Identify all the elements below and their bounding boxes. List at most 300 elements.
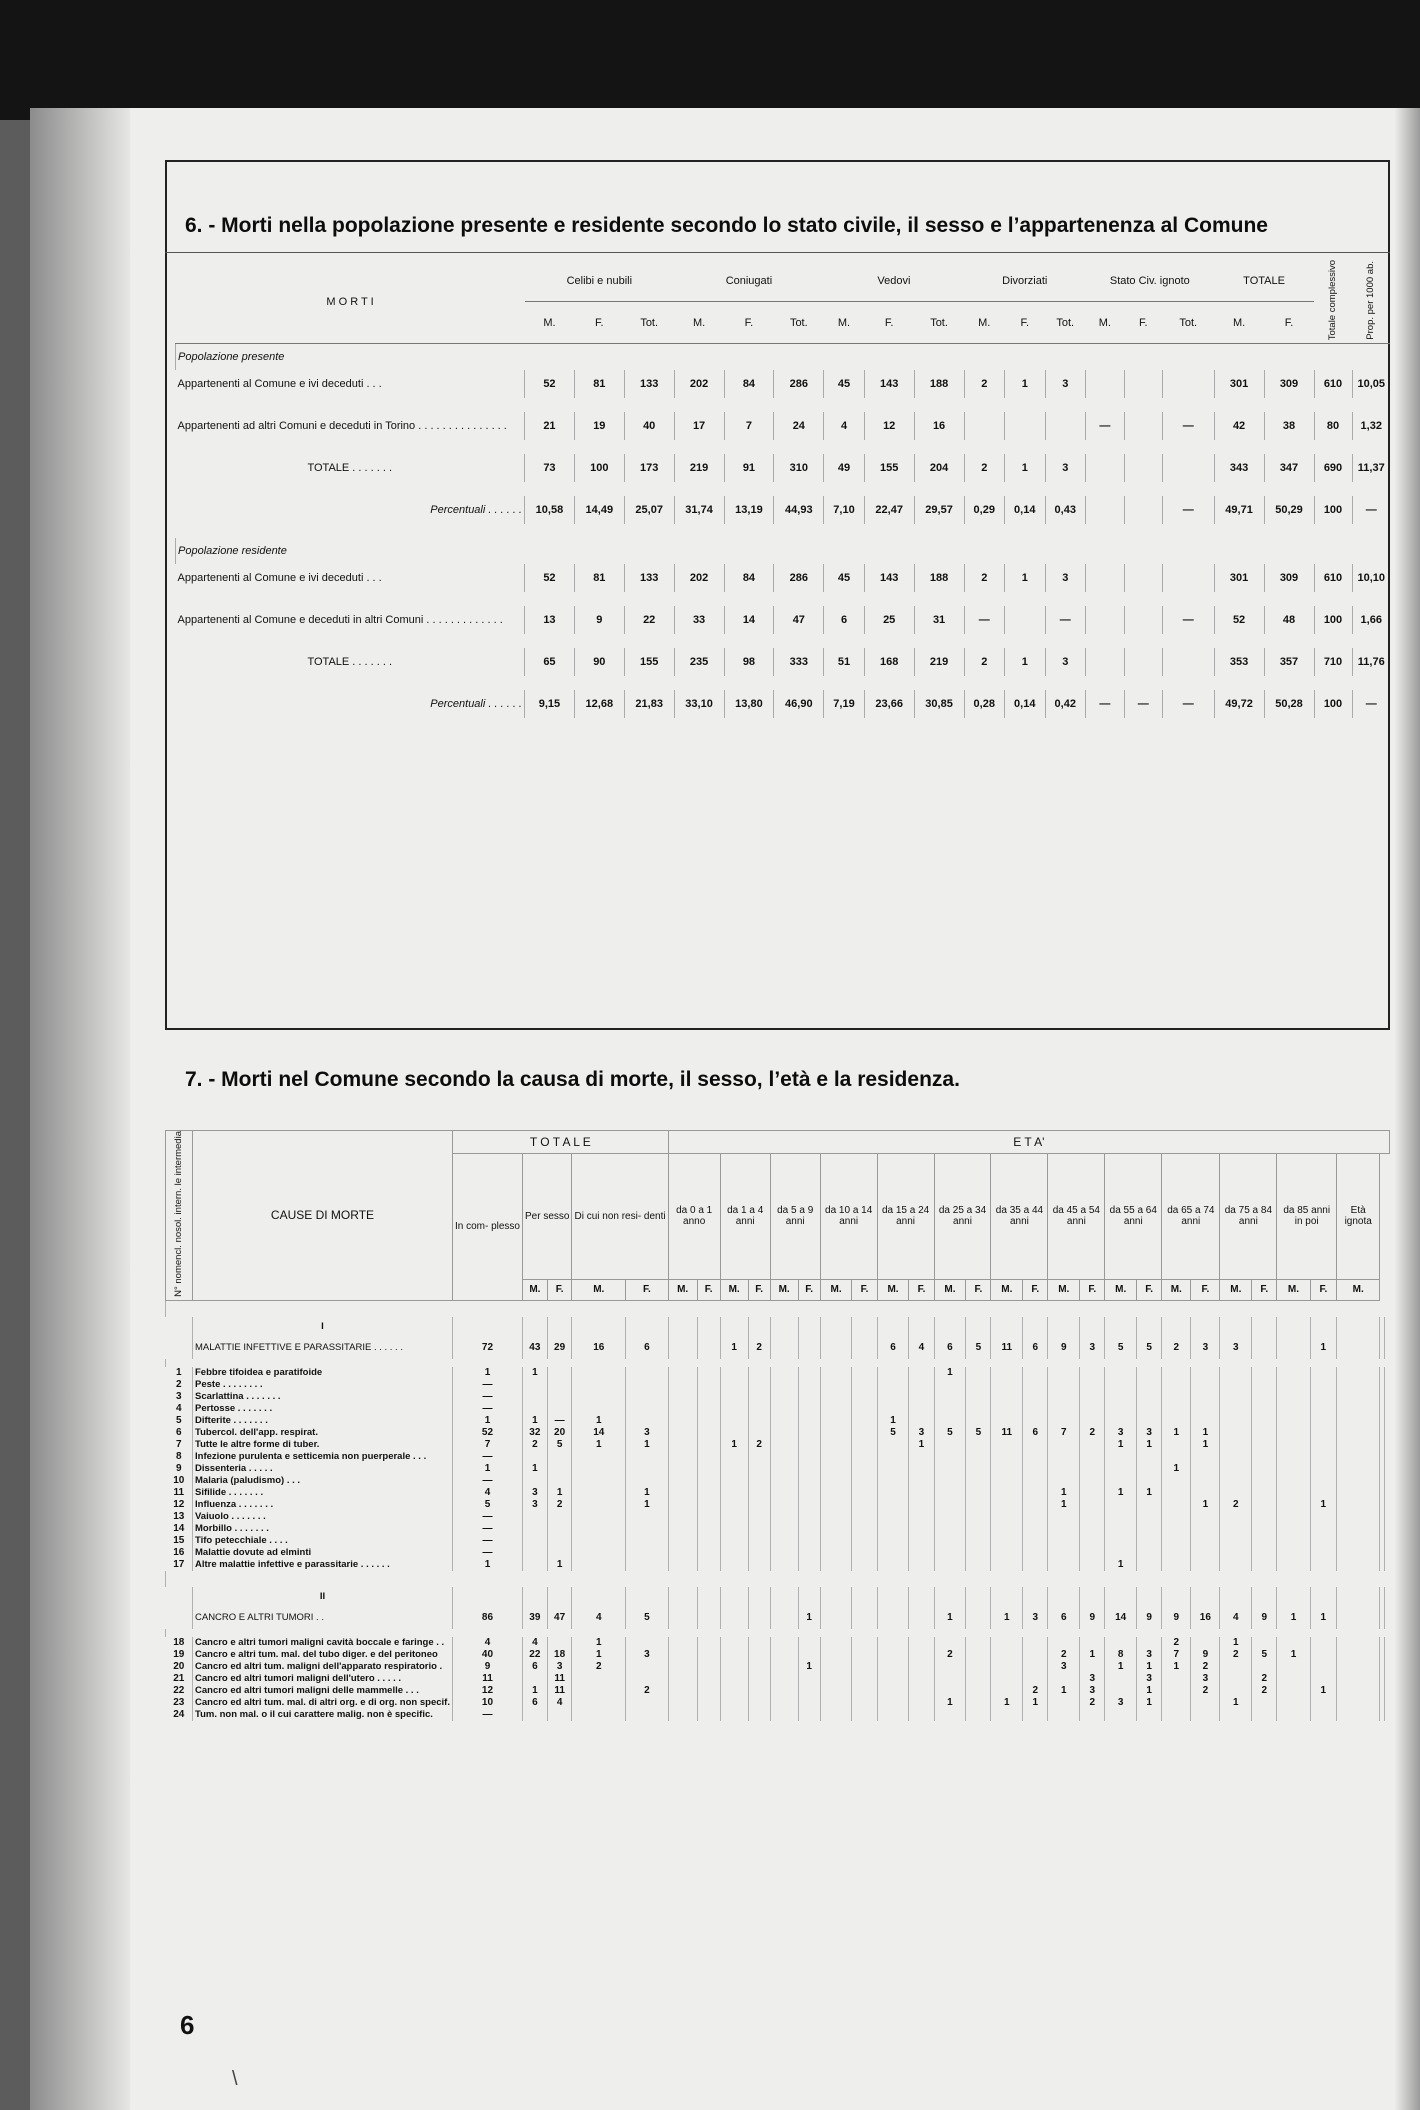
table-cell	[1137, 1475, 1162, 1487]
table-cell	[1124, 496, 1162, 524]
table-cell: 98	[724, 648, 774, 676]
table-cell	[798, 1415, 820, 1427]
table-cell	[1162, 1487, 1191, 1499]
group-total-row	[166, 1337, 1390, 1359]
table-cell: 1	[626, 1439, 669, 1451]
subhead-cell: F.	[1264, 302, 1314, 344]
col-non-residenti: Di cui non resi- denti	[572, 1154, 668, 1280]
table-cell	[1124, 564, 1162, 592]
row-label: Appartenenti al Comune e ivi deceduti . . .	[177, 378, 382, 391]
table-cell: 1	[626, 1487, 669, 1499]
table-cell	[1220, 1487, 1252, 1499]
table-cell: 690	[1314, 454, 1352, 482]
table-cell	[991, 1709, 1023, 1721]
table-cell	[1048, 1367, 1080, 1379]
table-cell	[1048, 1709, 1080, 1721]
table-cell	[668, 1367, 697, 1379]
table-cell	[572, 1379, 626, 1391]
table-cell	[1023, 1487, 1048, 1499]
table-cell	[697, 1547, 720, 1559]
table-cell	[852, 1463, 877, 1475]
empty-cell	[1023, 1317, 1048, 1337]
table-cell: 1	[1137, 1685, 1162, 1697]
table-cell: 73	[525, 454, 575, 482]
table-cell: 46,90	[774, 690, 824, 718]
table-cell: 40	[452, 1649, 522, 1661]
table-cell	[1124, 370, 1162, 398]
empty-cell	[1105, 1587, 1137, 1607]
table-cell	[1220, 1451, 1252, 1463]
table-cell	[770, 1559, 798, 1571]
table-row	[166, 1391, 1390, 1403]
cause-number: 19	[173, 1649, 185, 1661]
table-cell: 0,28	[964, 690, 1005, 718]
table-cell	[1220, 1685, 1252, 1697]
table-cell	[991, 1637, 1023, 1649]
table-cell	[1337, 1367, 1380, 1379]
table-cell	[697, 1661, 720, 1673]
table-cell	[1080, 1547, 1105, 1559]
table-cell	[1137, 1499, 1162, 1511]
table-cell	[547, 1709, 572, 1721]
table-cell	[1191, 1403, 1220, 1415]
table-cell	[909, 1379, 934, 1391]
empty-cell	[697, 1317, 720, 1337]
table-cell	[748, 1391, 770, 1403]
table-cell	[877, 1607, 909, 1629]
table-row	[166, 1559, 1390, 1571]
table-cell: 1	[452, 1559, 522, 1571]
table-cell	[697, 1697, 720, 1709]
table-row	[166, 1649, 1390, 1661]
table-cell	[1137, 1451, 1162, 1463]
page-gutter-shadow	[30, 108, 130, 2110]
table-cell	[1048, 1559, 1080, 1571]
table-cell: 4	[572, 1607, 626, 1629]
table-cell	[668, 1709, 697, 1721]
table-cell	[1277, 1403, 1310, 1415]
table-row	[166, 1475, 1390, 1487]
table-cell	[877, 1661, 909, 1673]
table-cell	[748, 1547, 770, 1559]
table-cell: 1	[452, 1463, 522, 1475]
gap-cell	[176, 634, 1391, 648]
table-cell	[909, 1709, 934, 1721]
table-cell	[1048, 1697, 1080, 1709]
table-cell	[1105, 1499, 1137, 1511]
table-cell	[966, 1487, 991, 1499]
table-cell	[1252, 1451, 1277, 1463]
table-cell: 52	[1214, 606, 1264, 634]
table-cell: —	[452, 1523, 522, 1535]
empty-cell	[966, 1587, 991, 1607]
table-cell	[770, 1535, 798, 1547]
table-cell: 9	[1048, 1337, 1080, 1359]
subhead-cell: F.	[724, 302, 774, 344]
table-cell	[770, 1439, 798, 1451]
table-cell	[626, 1547, 669, 1559]
table-cell: 9	[1137, 1607, 1162, 1629]
table-cell	[720, 1427, 748, 1439]
age-group-header: da 0 a 1 anno	[668, 1154, 720, 1280]
table-cell	[1385, 1451, 1390, 1463]
table-cell: 25,07	[624, 496, 674, 524]
table-cell	[966, 1685, 991, 1697]
table-cell	[934, 1685, 966, 1697]
table-cell: 2	[1162, 1637, 1191, 1649]
table6-title: 6. - Morti nella popolazione presente e residente secondo lo stato civile, il sesso e l’appartenenza al Comune	[185, 214, 1268, 237]
table-cell: 1	[1105, 1559, 1137, 1571]
table-cell	[748, 1415, 770, 1427]
table-cell	[697, 1451, 720, 1463]
subhead-cell: F.	[1005, 302, 1046, 344]
table-cell: 14,49	[574, 496, 624, 524]
table-cell	[547, 1523, 572, 1535]
table-cell	[770, 1379, 798, 1391]
table-cell: 1	[1105, 1439, 1137, 1451]
table-cell	[572, 1535, 626, 1547]
group-title: CANCRO E ALTRI TUMORI . .	[193, 1607, 453, 1629]
row-gap	[176, 634, 1391, 648]
table-cell	[697, 1559, 720, 1571]
row-label: Appartenenti al Comune e ivi deceduti . . .	[177, 572, 382, 585]
table-cell	[1220, 1559, 1252, 1571]
col-morti: M O R T I	[176, 260, 525, 344]
frame-top-rule	[165, 160, 1390, 162]
table-cell	[1080, 1391, 1105, 1403]
table-cell	[1048, 1523, 1080, 1535]
table-cell	[1220, 1661, 1252, 1673]
table-cell	[798, 1511, 820, 1523]
table-cell	[523, 1379, 548, 1391]
table-cell	[626, 1391, 669, 1403]
table-cell	[1080, 1487, 1105, 1499]
subhead-cell: M.	[1214, 302, 1264, 344]
table-cell	[1162, 564, 1214, 592]
table-cell: 0,42	[1045, 690, 1086, 718]
cause-number: 4	[175, 1403, 182, 1415]
table-cell	[697, 1709, 720, 1721]
empty-cell	[547, 1317, 572, 1337]
table-cell	[1310, 1379, 1336, 1391]
table-cell: 1	[934, 1367, 966, 1379]
section-heading-row	[176, 538, 1391, 564]
table-cell	[1252, 1403, 1277, 1415]
section-gap	[176, 524, 1391, 538]
table-cell: 2	[964, 454, 1005, 482]
table-cell: —	[452, 1403, 522, 1415]
table-cell: 45	[824, 370, 865, 398]
empty-cell	[452, 1587, 522, 1607]
table-cell	[668, 1499, 697, 1511]
table-cell: 353	[1214, 648, 1264, 676]
table-cell: 1	[1162, 1427, 1191, 1439]
table-cell	[720, 1535, 748, 1547]
table-cell	[668, 1415, 697, 1427]
table-cell	[909, 1511, 934, 1523]
table-cell: —	[452, 1709, 522, 1721]
table-cell	[991, 1559, 1023, 1571]
table-cell	[964, 412, 1005, 440]
table-cell	[1337, 1415, 1380, 1427]
table-cell	[668, 1427, 697, 1439]
table-cell	[1220, 1535, 1252, 1547]
table-cell: 5	[1137, 1337, 1162, 1359]
table-cell	[966, 1511, 991, 1523]
table-cell: 9	[1191, 1649, 1220, 1661]
table-cell	[1023, 1475, 1048, 1487]
col-prop-label: Prop. per 1000 ab.	[1365, 260, 1376, 340]
table-cell	[934, 1709, 966, 1721]
table-cell: 309	[1264, 564, 1314, 592]
table-cell: 52	[525, 370, 575, 398]
table-cell: 7,19	[824, 690, 865, 718]
empty-cell	[1137, 1587, 1162, 1607]
table-cell	[1277, 1685, 1310, 1697]
table-cell	[1220, 1415, 1252, 1427]
table-cell	[626, 1709, 669, 1721]
table-cell	[1023, 1709, 1048, 1721]
table-cell	[1162, 1403, 1191, 1415]
table-cell: 4	[523, 1637, 548, 1649]
table-cell	[909, 1523, 934, 1535]
cause-number: 12	[173, 1499, 185, 1511]
table-cell: 1	[523, 1367, 548, 1379]
table-cell	[1337, 1463, 1380, 1475]
empty-cell	[668, 1317, 697, 1337]
empty-cell	[1337, 1317, 1380, 1337]
table-cell: 3	[1105, 1427, 1137, 1439]
table-cell	[1080, 1379, 1105, 1391]
table-cell	[1385, 1403, 1390, 1415]
roman-num-cell	[166, 1587, 193, 1607]
table-cell: 1	[1105, 1487, 1137, 1499]
table-cell: 6	[1048, 1607, 1080, 1629]
table-cell: 12	[452, 1685, 522, 1697]
table-cell: 16	[1191, 1607, 1220, 1629]
table-cell	[668, 1673, 697, 1685]
spacer-cell	[166, 1359, 1390, 1367]
table-row	[176, 496, 1391, 524]
table-cell: 3	[909, 1427, 934, 1439]
table-cell: 202	[674, 564, 724, 592]
table-cell	[798, 1709, 820, 1721]
table-cell	[748, 1523, 770, 1535]
table-cell: 1	[1005, 564, 1046, 592]
table-cell	[523, 1475, 548, 1487]
table-cell: 21,83	[624, 690, 674, 718]
table-cell	[1191, 1547, 1220, 1559]
table-cell: 5	[966, 1427, 991, 1439]
table-cell	[966, 1697, 991, 1709]
table-cell: 6	[824, 606, 865, 634]
table-cell	[1048, 1511, 1080, 1523]
table-cell: 310	[774, 454, 824, 482]
group-roman-row	[166, 1587, 1390, 1607]
table-cell: 3	[523, 1487, 548, 1499]
empty-cell	[909, 1317, 934, 1337]
table-cell	[1048, 1463, 1080, 1475]
table-cell	[1191, 1697, 1220, 1709]
table-cell	[820, 1439, 852, 1451]
table-cell: 1	[1162, 1463, 1191, 1475]
table-cell	[1023, 1637, 1048, 1649]
table-cell	[1277, 1499, 1310, 1511]
table-cell	[697, 1415, 720, 1427]
table-cell	[572, 1523, 626, 1535]
table-cell: 2	[572, 1661, 626, 1673]
table-cell	[697, 1535, 720, 1547]
table-cell	[1191, 1379, 1220, 1391]
cause-label: Dissenteria . . . . .	[193, 1463, 453, 1475]
table-cell	[1277, 1535, 1310, 1547]
table-cell	[1162, 1709, 1191, 1721]
empty-cell	[991, 1587, 1023, 1607]
table-cell	[668, 1697, 697, 1709]
table-cell: 1	[572, 1415, 626, 1427]
table-cell	[668, 1337, 697, 1359]
table-cell	[798, 1685, 820, 1697]
table-cell	[820, 1523, 852, 1535]
table-cell	[697, 1523, 720, 1535]
table-cell: 219	[914, 648, 964, 676]
table-cell	[991, 1475, 1023, 1487]
table-cell: 14	[724, 606, 774, 634]
empty-cell	[720, 1317, 748, 1337]
group-roman: II	[193, 1587, 453, 1607]
table-cell	[934, 1499, 966, 1511]
table-cell	[1023, 1367, 1048, 1379]
table-cell	[572, 1463, 626, 1475]
section-heading-row	[176, 344, 1391, 371]
sex-header: M.	[523, 1279, 548, 1300]
table-cell: 1	[572, 1649, 626, 1661]
table-cell	[1385, 1511, 1390, 1523]
table-cell	[1220, 1709, 1252, 1721]
table-cell	[1252, 1511, 1277, 1523]
row-gap	[176, 398, 1391, 412]
table-cell	[966, 1439, 991, 1451]
table-cell	[1337, 1511, 1380, 1523]
sex-header: M.	[1048, 1279, 1080, 1300]
table-row	[176, 690, 1391, 718]
table-cell: 173	[624, 454, 674, 482]
empty-cell	[523, 1317, 548, 1337]
table-cell	[668, 1439, 697, 1451]
table-cell: 23,66	[864, 690, 914, 718]
cause-label: Peste . . . . . . . .	[193, 1379, 453, 1391]
age-group-header: da 85 anni in poi	[1277, 1154, 1337, 1280]
table-cell	[934, 1523, 966, 1535]
row-gap	[176, 440, 1391, 454]
cause-number: 5	[175, 1415, 182, 1427]
table-cell	[1385, 1475, 1390, 1487]
table-cell	[720, 1367, 748, 1379]
table-cell	[1310, 1697, 1336, 1709]
table-cell	[991, 1463, 1023, 1475]
empty-cell	[572, 1317, 626, 1337]
table-cell	[770, 1637, 798, 1649]
table-cell	[820, 1379, 852, 1391]
table-cell	[798, 1439, 820, 1451]
table-cell	[1220, 1439, 1252, 1451]
gap-cell	[176, 524, 1391, 538]
table-cell	[934, 1661, 966, 1673]
table-cell: 1	[1048, 1499, 1080, 1511]
table-cell	[1162, 1367, 1191, 1379]
table-cell	[852, 1709, 877, 1721]
table-cell: 11,76	[1352, 648, 1390, 676]
table-cell	[1048, 1439, 1080, 1451]
table-cell: 9	[452, 1661, 522, 1673]
empty-cell	[1277, 1587, 1310, 1607]
table-cell: 13,19	[724, 496, 774, 524]
table-cell	[934, 1559, 966, 1571]
table-cell	[1137, 1547, 1162, 1559]
table-cell: 301	[1214, 370, 1264, 398]
table-cell: 10,58	[525, 496, 575, 524]
table-cell	[668, 1661, 697, 1673]
cause-label: Influenza . . . . . . .	[193, 1499, 453, 1511]
table-cell: 25	[864, 606, 914, 634]
table-cell	[1310, 1661, 1336, 1673]
sex-header: F.	[1023, 1279, 1048, 1300]
table-cell: 3	[1023, 1607, 1048, 1629]
cause-number: 21	[173, 1673, 185, 1685]
table-cell	[1337, 1607, 1380, 1629]
table-cell: 16	[572, 1337, 626, 1359]
table-cell	[668, 1637, 697, 1649]
table-cell	[1162, 1415, 1191, 1427]
empty-cell	[1080, 1317, 1105, 1337]
table-cell: 1	[452, 1415, 522, 1427]
table-cell	[1080, 1367, 1105, 1379]
empty-cell	[1385, 1587, 1390, 1607]
table-cell	[1105, 1391, 1137, 1403]
table-cell	[1023, 1415, 1048, 1427]
table-cell: 50,28	[1264, 690, 1314, 718]
table-cell: 202	[674, 370, 724, 398]
table-row	[176, 454, 1391, 482]
table-cell	[1385, 1709, 1390, 1721]
table-cell: 7,10	[824, 496, 865, 524]
table-cell	[697, 1337, 720, 1359]
table-cell: 3	[523, 1499, 548, 1511]
table-cell	[877, 1535, 909, 1547]
table-cell	[1310, 1535, 1336, 1547]
table-cell: 2	[1080, 1697, 1105, 1709]
table-cell	[547, 1547, 572, 1559]
table-cell	[934, 1511, 966, 1523]
table-cell: —	[1352, 690, 1390, 718]
table-cell	[1385, 1337, 1390, 1359]
group-celibi: Celibi e nubili	[525, 260, 675, 302]
table-cell	[720, 1673, 748, 1685]
table-cell	[1220, 1673, 1252, 1685]
sex-header: M.	[820, 1279, 852, 1300]
table-cell: 5	[547, 1439, 572, 1451]
table-cell	[1385, 1523, 1390, 1535]
table-cell	[1162, 1697, 1191, 1709]
table-cell	[1220, 1379, 1252, 1391]
table-cell	[547, 1637, 572, 1649]
table-cell: 3	[1045, 564, 1086, 592]
table-cell: 9	[574, 606, 624, 634]
table-cell	[1105, 1523, 1137, 1535]
table-cell	[626, 1559, 669, 1571]
table-cell	[1310, 1451, 1336, 1463]
table-cell: 2	[626, 1685, 669, 1697]
